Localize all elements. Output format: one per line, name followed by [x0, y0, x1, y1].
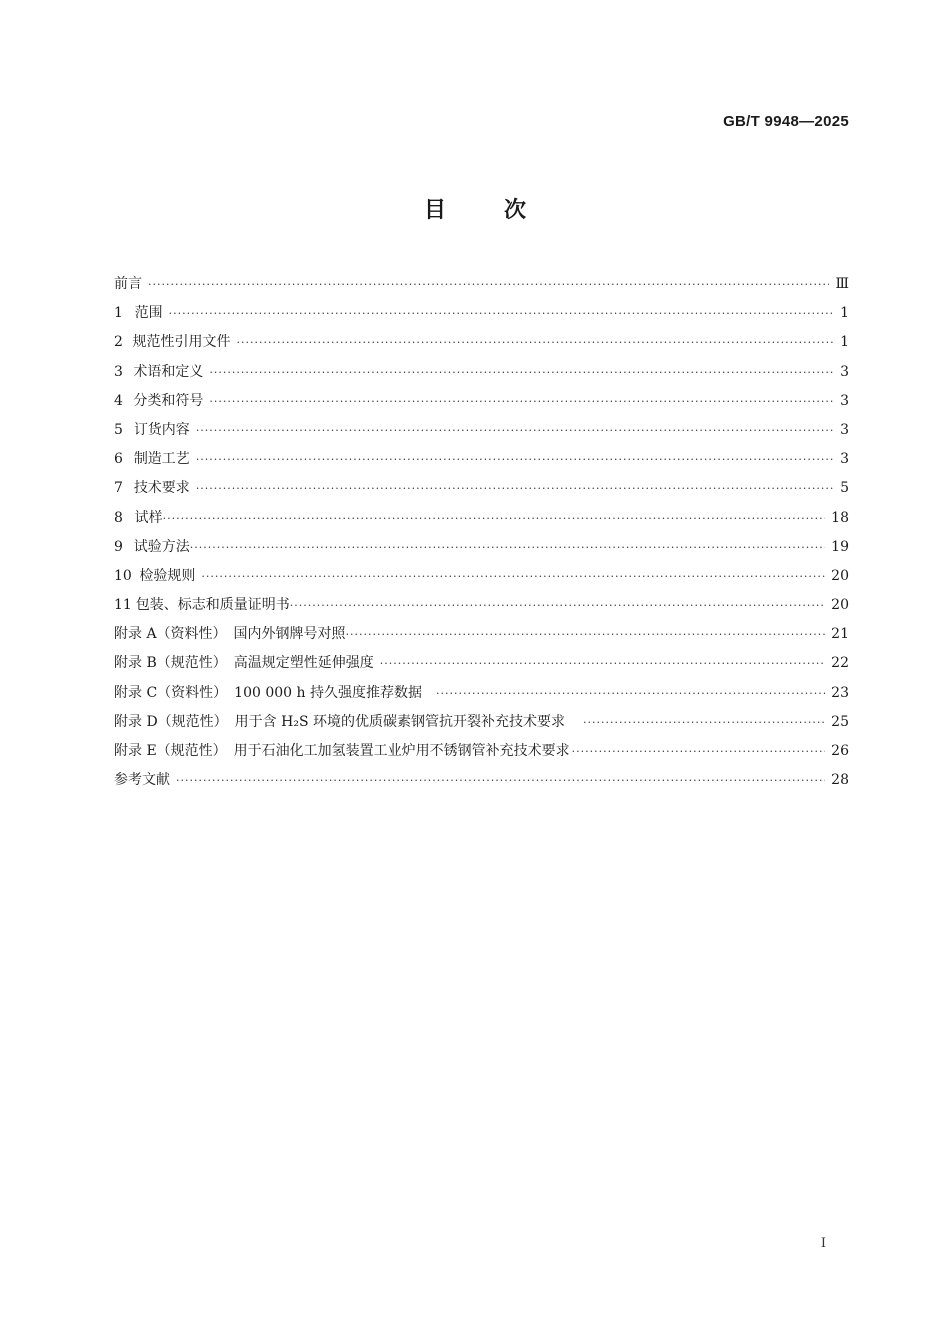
toc-leader-dots: [176, 766, 825, 795]
toc-entry-6[interactable]: [114, 445, 849, 474]
toc-entry-10[interactable]: [114, 562, 849, 591]
toc-entry-8[interactable]: [114, 504, 849, 533]
toc-entry-number: 6: [114, 451, 123, 468]
toc-leader-dots: [436, 679, 825, 708]
toc-entry-annex-c[interactable]: [114, 679, 849, 708]
toc-entry-page: 21: [831, 626, 849, 643]
toc-leader-dots: [148, 270, 829, 299]
toc-entry-label: 前言: [114, 276, 142, 292]
toc-entry-bibliography[interactable]: [114, 766, 849, 795]
toc-entry-page: 3: [840, 421, 849, 438]
toc-title-char-2: 次: [504, 198, 527, 223]
toc-entry-number: 7: [114, 480, 123, 497]
toc-entry-label: 订货内容: [133, 421, 190, 438]
toc-leader-dots: [201, 562, 825, 591]
toc-entry-annex-e[interactable]: [114, 737, 849, 766]
toc-leader-dots: [583, 708, 825, 737]
toc-entry-page: 26: [831, 743, 849, 759]
toc-title-char-1: 目: [423, 198, 446, 223]
toc-entry-number: 9: [114, 538, 123, 555]
standard-number: GB/T 9948—2025: [723, 113, 849, 130]
toc-entry-page: 1: [840, 305, 849, 322]
toc-entry-page: 1: [840, 334, 849, 351]
toc-entry-number: 2: [114, 334, 123, 351]
toc-leader-dots: [380, 649, 825, 678]
toc-entry-page: 19: [831, 538, 849, 555]
toc-entry-4[interactable]: [114, 387, 849, 416]
toc-leader-dots: [237, 328, 833, 357]
toc-entry-5[interactable]: [114, 416, 849, 445]
toc-leader-dots: [209, 387, 833, 416]
toc-entry-number: 8: [114, 509, 123, 526]
toc-entry-page: 25: [831, 713, 849, 730]
toc-entry-page: Ⅲ: [835, 276, 849, 292]
toc-leader-dots: [346, 620, 826, 649]
toc-entry-label: 参考文献: [114, 772, 170, 789]
toc-entry-page: 5: [840, 480, 849, 497]
toc-entry-page: 3: [840, 392, 849, 409]
toc-entry-7[interactable]: [114, 474, 849, 503]
toc-entry-label: 附录 D（规范性） 用于含 H₂S 环境的优质碳素钢管抗开裂补充技术要求: [114, 713, 565, 730]
toc-leader-dots: [572, 737, 826, 766]
toc-entry-page: 23: [831, 684, 849, 701]
toc-entry-label: 范围: [134, 305, 163, 322]
toc-leader-dots: [190, 533, 825, 562]
toc-entry-label: 附录 C（资料性） 100 000 h 持久强度推荐数据: [114, 684, 422, 701]
toc-entry-label: 术语和定义: [133, 363, 204, 380]
toc-entry-annex-b[interactable]: [114, 649, 849, 678]
toc-entry-label: 附录 B（规范性） 高温规定塑性延伸强度: [114, 655, 374, 672]
toc-entry-2[interactable]: [114, 328, 849, 357]
toc-entry-1[interactable]: [114, 299, 849, 328]
toc-entry-label: 试样: [134, 509, 163, 526]
toc-entry-page: 18: [831, 509, 849, 526]
toc-entry-label: 技术要求: [133, 480, 190, 497]
toc-entry-number: 11: [114, 597, 132, 614]
toc-entry-number: 1: [114, 305, 123, 322]
toc-entry-number: 3: [114, 363, 123, 380]
toc-entry-page: 28: [831, 772, 849, 789]
toc-entry-number: 4: [114, 392, 123, 409]
toc-entry-annex-d[interactable]: [114, 708, 849, 737]
toc-entry-page: 22: [831, 655, 849, 672]
toc-leader-dots: [169, 299, 833, 328]
toc-entry-foreword[interactable]: [114, 270, 849, 299]
toc-leader-dots: [196, 445, 833, 474]
toc-entry-number: 5: [114, 421, 123, 438]
toc-leader-dots: [163, 504, 826, 533]
toc-entry-number: 10: [114, 567, 132, 584]
toc-entry-annex-a[interactable]: [114, 620, 849, 649]
toc-leader-dots: [196, 474, 833, 503]
toc-entry-page: 20: [831, 597, 849, 614]
toc-entry-11[interactable]: [114, 591, 849, 620]
toc-entry-label: 包装、标志和质量证明书: [135, 597, 290, 614]
toc-entry-label: 检验规则: [139, 567, 196, 584]
toc-entry-label: 制造工艺: [133, 451, 190, 468]
page-number: I: [820, 1236, 826, 1251]
toc-entry-label: 试验方法: [133, 538, 190, 555]
toc-entry-3[interactable]: [114, 358, 849, 387]
table-of-contents: [114, 270, 849, 795]
toc-entry-label: 附录 A（资料性） 国内外钢牌号对照: [114, 626, 346, 643]
toc-entry-label: 分类和符号: [133, 392, 204, 409]
toc-entry-label: 规范性引用文件: [132, 334, 231, 351]
toc-entry-label: 附录 E（规范性） 用于石油化工加氢装置工业炉用不锈钢管补充技术要求: [114, 743, 570, 759]
toc-leader-dots: [290, 591, 825, 620]
toc-entry-page: 3: [840, 363, 849, 380]
toc-leader-dots: [196, 416, 833, 445]
toc-entry-page: 3: [840, 451, 849, 468]
toc-leader-dots: [209, 358, 833, 387]
toc-entry-9[interactable]: [114, 533, 849, 562]
toc-title: [0, 193, 950, 224]
toc-entry-page: 20: [831, 567, 849, 584]
